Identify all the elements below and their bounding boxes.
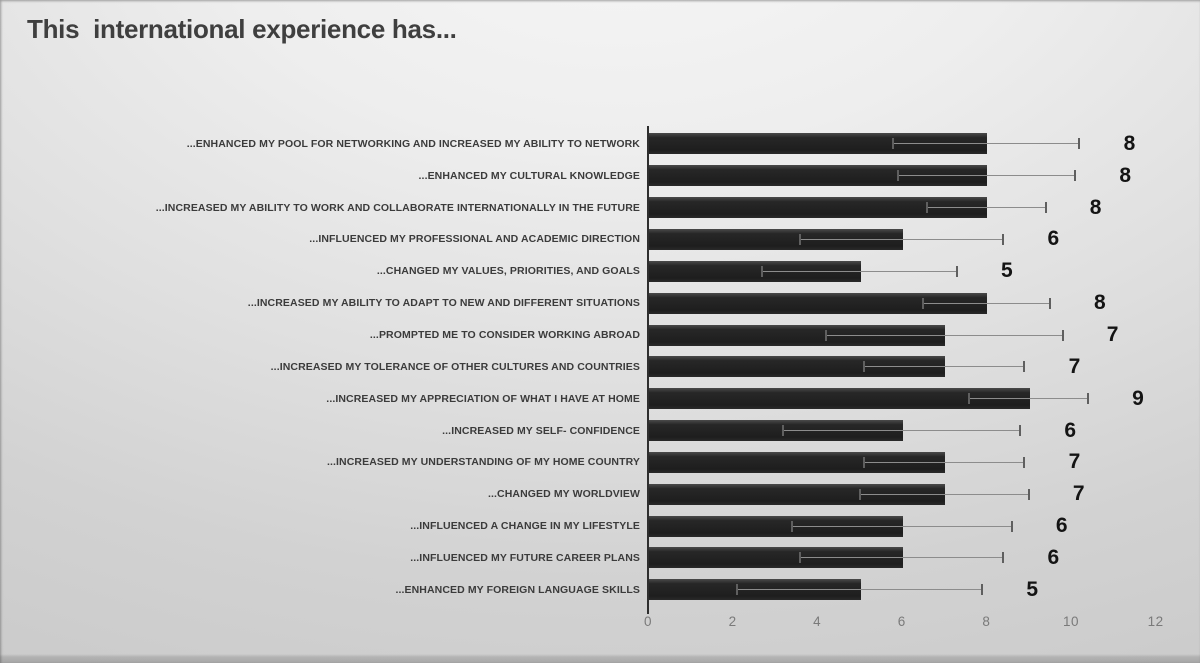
error-bar-cap-low xyxy=(922,298,924,309)
error-bar-cap-high xyxy=(956,266,958,277)
category-label: ...INCREASED MY SELF- CONFIDENCE xyxy=(442,424,640,437)
error-bar-cap-high xyxy=(1019,425,1021,436)
error-bar-cap-high xyxy=(1087,393,1089,404)
category-axis-line xyxy=(647,126,649,609)
error-bar-cap-high xyxy=(1023,361,1025,372)
x-axis-tick-label: 0 xyxy=(643,614,652,629)
category-label: ...PROMPTED ME TO CONSIDER WORKING ABROAD xyxy=(369,329,640,342)
data-label: 8 xyxy=(1119,163,1132,187)
category-label: ...CHANGED MY WORLDVIEW xyxy=(487,488,640,501)
category-label: ...INFLUENCED A CHANGE IN MY LIFESTYLE xyxy=(410,520,640,533)
category-label: ...ENHANCED MY POOL FOR NETWORKING AND INCREASED MY ABILITY TO NETWORK xyxy=(186,137,640,150)
error-bar-line xyxy=(800,239,1003,240)
category-label: ...ENHANCED MY CULTURAL KNOWLEDGE xyxy=(418,169,640,182)
error-bar-cap-high xyxy=(1002,552,1004,563)
category-label: ...INFLUENCED MY PROFESSIONAL AND ACADEMIC DIRECTION xyxy=(309,233,640,246)
error-bar-line xyxy=(864,366,1025,367)
data-label: 7 xyxy=(1068,450,1081,474)
chart-title: This international experience has... xyxy=(27,14,457,44)
error-bar-line xyxy=(783,430,1020,431)
error-bar-cap-high xyxy=(1078,138,1080,149)
error-bar-line xyxy=(923,303,1050,304)
error-bar-line xyxy=(860,494,1029,495)
category-label: ...INCREASED MY APPRECIATION OF WHAT I HAVE AT HOME xyxy=(326,392,640,405)
error-bar-line xyxy=(792,526,1012,527)
error-bar-line xyxy=(969,398,1087,399)
data-label: 6 xyxy=(1064,418,1077,442)
data-label: 7 xyxy=(1068,354,1081,378)
error-bar-cap-low xyxy=(863,457,865,468)
error-bar-line xyxy=(737,589,982,590)
data-label: 7 xyxy=(1106,323,1119,347)
error-bar-line xyxy=(826,335,1063,336)
error-bar-cap-high xyxy=(1002,234,1004,245)
data-label: 8 xyxy=(1089,195,1102,219)
error-bar-cap-high xyxy=(1062,330,1064,341)
error-bar-cap-low xyxy=(799,234,801,245)
data-label: 6 xyxy=(1047,227,1060,251)
x-axis-tick-label: 4 xyxy=(813,614,822,629)
error-bar-line xyxy=(762,271,957,272)
error-bar-cap-low xyxy=(799,552,801,563)
error-bar-cap-low xyxy=(859,489,861,500)
data-label: 6 xyxy=(1047,545,1060,569)
error-bar-cap-low xyxy=(892,138,894,149)
error-bar-cap-low xyxy=(863,361,865,372)
error-bar-cap-high xyxy=(1074,170,1076,181)
x-axis-tick-label: 2 xyxy=(728,614,737,629)
data-label: 6 xyxy=(1055,514,1068,538)
error-bar-line xyxy=(927,207,1045,208)
category-label: ...INCREASED MY ABILITY TO WORK AND COLLABORATE INTERNATIONALLY IN THE FUTURE xyxy=(155,201,640,214)
category-label: ...INFLUENCED MY FUTURE CAREER PLANS xyxy=(410,551,640,564)
x-axis-tick-label: 8 xyxy=(982,614,991,629)
error-bar-cap-low xyxy=(968,393,970,404)
data-label: 8 xyxy=(1094,291,1106,315)
error-bar-cap-low xyxy=(736,584,738,595)
category-label: ...INCREASED MY TOLERANCE OF OTHER CULTURES AND COUNTRIES xyxy=(270,360,640,373)
error-bar-line xyxy=(800,557,1003,558)
category-label: ...ENHANCED MY FOREIGN LANGUAGE SKILLS xyxy=(395,583,640,596)
data-label: 7 xyxy=(1072,482,1085,506)
error-bar-cap-high xyxy=(1049,298,1051,309)
error-bar-line xyxy=(898,175,1076,176)
error-bar-cap-high xyxy=(981,584,983,595)
x-axis-tick-label: 12 xyxy=(1147,614,1164,629)
data-label: 8 xyxy=(1123,131,1136,155)
error-bar-cap-high xyxy=(1045,202,1047,213)
error-bar-cap-high xyxy=(1011,521,1013,532)
error-bar-line xyxy=(864,462,1025,463)
error-bar-cap-low xyxy=(761,266,763,277)
error-bar-cap-low xyxy=(825,330,827,341)
error-bar-cap-high xyxy=(1028,489,1030,500)
error-bar-cap-low xyxy=(782,425,784,436)
category-label: ...INCREASED MY UNDERSTANDING OF MY HOME COUNTRY xyxy=(326,456,640,469)
error-bar-cap-low xyxy=(791,521,793,532)
x-axis-tick-label: 10 xyxy=(1062,614,1080,629)
error-bar-cap-low xyxy=(926,202,928,213)
x-axis-tick-label: 6 xyxy=(897,614,906,629)
x-axis-zero-tick xyxy=(647,609,649,614)
category-label: ...CHANGED MY VALUES, PRIORITIES, AND GOALS xyxy=(376,265,640,278)
error-bar-line xyxy=(893,143,1079,144)
data-label: 5 xyxy=(1000,259,1013,283)
data-label: 9 xyxy=(1132,386,1144,410)
error-bar-cap-high xyxy=(1023,457,1025,468)
error-bar-cap-low xyxy=(897,170,899,181)
data-label: 5 xyxy=(1026,577,1038,601)
category-label: ...INCREASED MY ABILITY TO ADAPT TO NEW AND DIFFERENT SITUATIONS xyxy=(247,297,640,310)
